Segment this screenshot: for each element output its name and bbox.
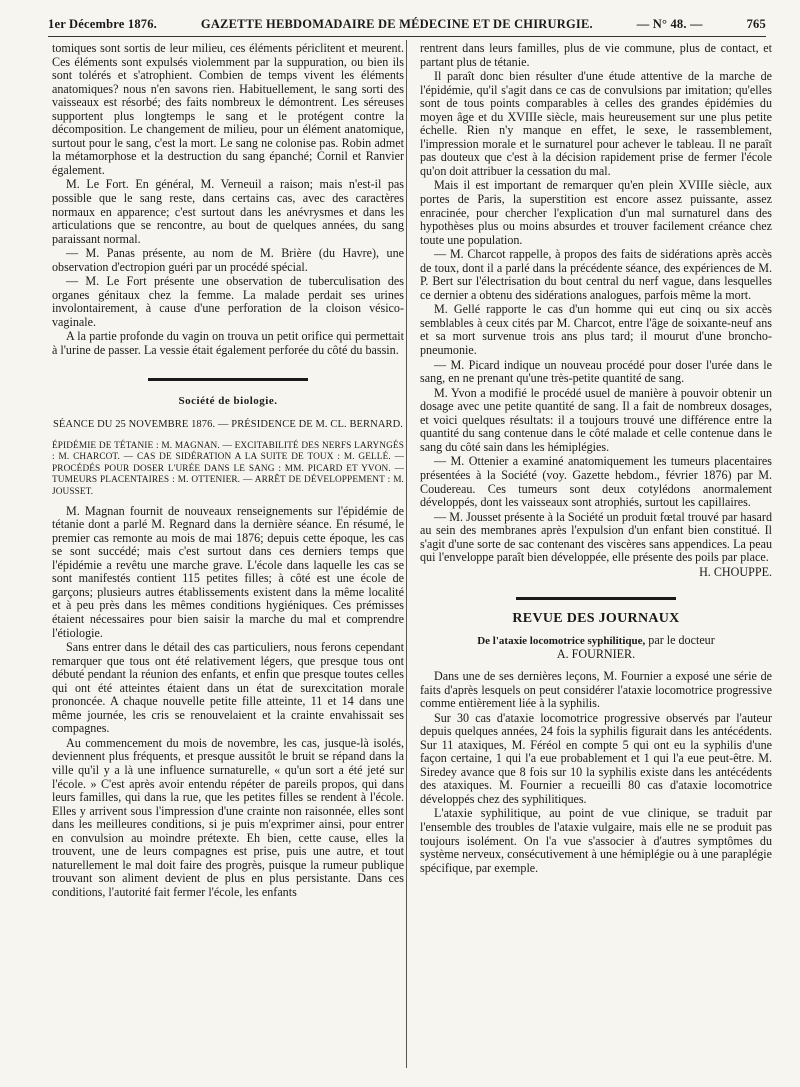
paragraph: tomiques sont sortis de leur milieu, ces éléments périclitent et meurent. Ces éléments sont expulsés violemment par la suppuration, ou bien ils sont tolérés et s'atrophient. Combien de temps vivent les éléments anatomiques? nous n'en savons rien. Habituellement, le sang sorti des vaisseaux est résorbé; des faits nombreux le démontrent. Les séreuses supportent plus longtemps le sang et le protégent contre la décomposition. Le changement de milieu, pour un élément anatomique, surtout pour le sang, c'est la mort. Le sang ne colonise pas. Robin admet la métamorphose et la destruction du sang épanché; Cornil et Ranvier également. xyxy=(52,41,404,177)
column-divider xyxy=(406,40,407,1068)
paragraph: M. Le Fort. En général, M. Verneuil a raison; mais n'est-il pas possible que le sang reste, dans certains cas, avec des caractères normaux en apparence; c'est surtout dans les anévrysmes et dans les articulations que se rencontre, au bout de quelques années, du sang paraissant normal. xyxy=(52,177,404,246)
paragraph: Sans entrer dans le détail des cas particuliers, nous ferons cependant remarquer que tous ont été relativement légers, que presque tous ont débuté pendant la réunion des enfants, et enfin que presque toutes celles qui ont été atteintes étaient dans un état de surexcitation morale prononcée. A chaque nouvelle petite fille atteinte, 11 et 14 dans une même journée, les cris se renouvelaient et la crainte envahissait ses compagnes. xyxy=(52,640,404,736)
header-page-number: 765 xyxy=(746,17,766,31)
author-signature: H. CHOUPPE. xyxy=(699,564,772,579)
paragraph: Au commencement du mois de novembre, les cas, jusque-là isolés, deviennent plus fréquents, et presque aussitôt le bruit se répand dans la ville qu'il y a là une influence surnaturelle, « qu'un sort a été jeté sur l'école. » C'est après avoir entendu répéter de pareils propos, qui dans leurs familles, qui dans la rue, que les petites filles se rendent à l'école. Elles y arrivent sous l'impression d'une crainte non raisonnée, elles sont dans les meilleures conditions, si je puis m'exprimer ainsi, pour entrer en convulsion au moindre prétexte. Eh bien, cette cause, elles la trouvent, une de leurs compagnes est prise, puis une autre, et tout naturellement le mal doit faire des progrès, puisque la rumeur publique trouvant son aliment devient de plus en plus persistante. Dans ces conditions, l'autorité fait fermer l'école, les enfants xyxy=(52,735,404,899)
header-rule xyxy=(48,36,766,37)
right-column xyxy=(420,42,772,875)
article-title xyxy=(420,634,772,662)
session-summary: ÉPIDÉMIE DE TÉTANIE : M. MAGNAN. — EXCITABILITÉ DES NERFS LARYNGÉS : M. CHARCOT. — CAS DE SIDÉRATION A LA SUITE DE TOUX : M. GELLÉ. — PROCÉDÉS POUR DOSER L'URÉE DANS LE SANG : MM. PICARD ET YVON. — TUMEURS PLACENTAIRES : M. OTTENIER. — ARRÊT DE DÉVELOPPEMENT : M. JOUSSET. xyxy=(52,440,404,498)
paragraph: — M. Le Fort présente une observation de tuberculisation des organes génitaux chez la femme. La malade perdait ses urines involontairement, à cause d'une perforation de la cloison vésico-vaginale. xyxy=(52,274,404,329)
section-separator xyxy=(516,597,676,600)
paragraph: rentrent dans leurs familles, plus de vie commune, plus de contact, et partant plus de tétanie. xyxy=(420,41,772,69)
article-author: A. FOURNIER. xyxy=(556,647,636,662)
left-column xyxy=(52,42,404,900)
paragraph: M. Magnan fournit de nouveaux renseignements sur l'épidémie de tétanie dont a parlé M. Regnard dans la dernière séance. En résumé, le premier cas remonte au mois de mai 1876; depuis cette époque, les cas se sont succédé; mais c'est surtout dans ces derniers temps que l'épidémie a revêtu une marche grave. L'école dans laquelle les cas se sont manifestés contient 115 petites filles; à côté est une école de garçons; plusieurs autres établissements existent dans la même localité et à peu près dans les mêmes conditions hygiéniques. Ces prémisses étaient nécessaires pour bien saisir la marche du mal et comprendre l'étiologie. xyxy=(52,503,404,640)
header-issue: — N° 48. — xyxy=(636,17,703,31)
paragraph: — M. Picard indique un nouveau procédé pour doser l'urée dans le sang, en ne prenant qu'une très-petite quantité de sang. xyxy=(420,357,772,386)
paragraph: — M. Jousset présente à la Société un produit fœtal trouvé par hasard au sein des membranes après l'expulsion d'un enfant bien constitué. Il s'agit d'une sorte de sac contenant des viscères sans appendices. La peau qui l'enveloppe paraît bien développée, elle présente des poils par place. xyxy=(420,509,772,565)
article-title-main: De l'ataxie locomotrice syphilitique, xyxy=(477,634,646,647)
paragraph: Mais il est important de remarquer qu'en plein XVIIIe siècle, aux portes de Paris, la superstition est encore assez puissante, assez enracinée, pour chercher l'explication d'un mal surnaturel dans des hypothèses plus ou moins absurdes et trouver facilement créance chez toute une population. xyxy=(420,178,772,247)
paragraph: — M. Panas présente, au nom de M. Brière (du Havre), une observation d'ectropion guéri par un procédé spécial. xyxy=(52,246,404,274)
paragraph: A la partie profonde du vagin on trouva un petit orifice qui permettait à l'urine de passer. La vessie était également perforée du côté du bassin. xyxy=(52,329,404,358)
paragraph: — M. Ottenier a examiné anatomiquement les tumeurs placentaires présentées à la Société (voy. Gazette hebdom., février 1876) par M. Coudereau. Ces tumeurs sont deux cotylédons anormalement développés, dont les vaisseaux sont atrophiés, surtout les capillaires. xyxy=(420,454,772,510)
paragraph: M. Gellé rapporte le cas d'un homme qui eut cinq ou six accès semblables à ceux cités par M. Charcot, entre l'âge de soixante-neuf ans et sa mort survenue trois ans plus tard; il mourut d'une broncho-pneumonie. xyxy=(420,302,772,358)
paragraph: L'ataxie syphilitique, au point de vue clinique, se traduit par l'ensemble des troubles de l'ataxie vulgaire, mais elle ne se produit pas toujours isolément. On l'a vue s'associer à d'autres symptômes du système nerveux, consécutivement à une hémiplégie ou à une paraplégie spécifique, par exemple. xyxy=(420,806,772,875)
society-title: Société de biologie. xyxy=(178,394,278,407)
paragraph: Dans une de ses dernières leçons, M. Fournier a exposé une série de faits d'après lesquels on peut considérer l'ataxie locomotrice progressive comme entièrement liée à la syphilis. xyxy=(420,668,772,711)
paragraph: M. Yvon a modifié le procédé usuel de manière à pouvoir obtenir un dosage avec une petite quantité de sang. Il a fait de nombreux dosages, et voici quelques résultats: il a toujours trouvé une différence entre la quantité du sang contenue dans le côté malade et celle contenue dans le sang du côté sain dans les hémiplégies. xyxy=(420,385,772,454)
page-header xyxy=(48,6,766,32)
session-line: SÉANCE DU 25 NOVEMBRE 1876. — PRÉSIDENCE DE M. CL. BERNARD. xyxy=(52,419,404,431)
section-title: REVUE DES JOURNAUX xyxy=(512,611,680,627)
paragraph: Sur 30 cas d'ataxie locomotrice progressive observés par l'auteur depuis quelques années, 24 fois la syphilis figurait dans les antécédents. Sur 11 ataxiques, M. Féréol en compte 5 qui ont eu la syphilis d'une façon certaine, 1 qui l'a eue probablement et 1 qui l'a eue peut-être. M. Siredey avance que 8 fois sur 10 la syphilis existe dans les antécédents des ataxiques. M. Fournier a recueilli 80 cas d'ataxie locomotrice développés chez des syphilitiques. xyxy=(420,710,772,806)
section-separator xyxy=(148,378,308,381)
article-title-byline: par le docteur xyxy=(648,632,715,647)
header-date: 1er Décembre 1876. xyxy=(48,17,158,31)
paragraph: — M. Charcot rappelle, à propos des faits de sidérations après accès de toux, dont il a parlé dans la précédente séance, des expériences de M. P. Bert sur l'électrisation du bout central du nerf vague, dans lesquelles ce dernier a obtenu des sidérations analogues, parfois même la mort. xyxy=(420,247,772,302)
header-journal-title: GAZETTE HEBDOMADAIRE DE MÉDECINE ET DE CHIRURGIE. xyxy=(200,17,593,31)
paragraph: Il paraît donc bien résulter d'une étude attentive de la marche de l'épidémie, qu'il s'agit dans ce cas de convulsions par imitation; qu'elles sont de tous points comparables à celles des grandes épidémies du moyen âge et du XVIIIe siècle, mais heureusement sur une plus petite échelle. Rien n'y manque en effet, le sexe, le rassemblement, l'impression morale et le surnaturel pour achever le tableau. Il ne paraît pas douteux que c'est à la décision rapidement prise de fermer l'école qu'on doit attribuer la cessation du mal. xyxy=(420,69,772,178)
